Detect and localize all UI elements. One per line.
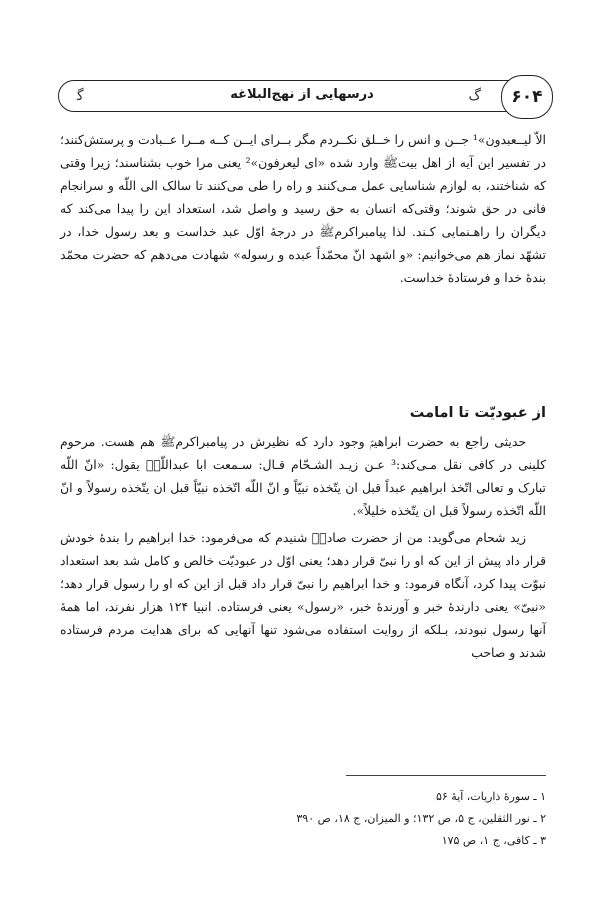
- book-title: درسهایی از نهج‌البلاغه: [230, 87, 374, 102]
- footnote-divider: [346, 775, 546, 776]
- ornament-left-icon: ﮔ: [77, 88, 84, 104]
- paragraph: الاّ لیــعبدون»¹ جــن و انس را خــلق نکــردم مگر بــرای ایــن کــه مــرا عــبادت و پرستش‌کنند؛ در تفسیر این آیه از اهل بیتﷺ وارد شده «ای لیعرفون»² یعنی مرا خوب بشناسند؛ زیرا وقتی که شناختند، به لوازم شناسایی عمل مـی‌کنند و راه را طی می‌کنند تا سالک الی اللّه و سرانجام فانی در حق شوند؛ وقتی‌که انسان به حق رسید و واصل شد، استعداد این را پیدا می‌کند که دیگران را راهـنمایی کـند. لذا پیامبراکرمﷺ در درجهٔ اوّل عبد خداست و بعد رسول خدا، در تشهّد نماز هم می‌خوانیم: «و اشهد انّ محمّداً عبده و رسوله» شهادت می‌دهم که حضرت محمّد بندهٔ خدا و فرستادهٔ خداست.: [60, 132, 547, 285]
- footnote: ۳ ـ کافی، ج ۱، ص ۱۷۵: [441, 834, 546, 847]
- page-number: ۶۰۴: [501, 75, 553, 119]
- running-header: [58, 80, 546, 112]
- paragraph: حدیثی راجع به حضرت ابراهیمؑ وجود دارد که نظیرش در پیامبراکرمﷺ هم هست. مرحوم کلینی در کافی نقل مـی‌کند:³ عـن زیـد الشـحّام قـال: سـمعت ابا عبداللّهؑ یقول: «انّ اللّه تبارک و تعالی اتّخذ ابراهیم عبداً قبل ان یتّخذه نبیّاً و انّ اللّه اتّخذه نبیّاً قبل ان یتّخذه رسولاً و انّ اللّه اتّخذه رسولاً قبل ان یتّخذه خلیلاً».: [60, 434, 547, 518]
- section-heading: از عبودیّت تا امامت: [409, 405, 546, 421]
- footnote: ۲ ـ نور الثقلین، ج ۵، ص ۱۳۲؛ و المیزان، ج ۱۸، ص ۳۹۰: [296, 812, 546, 825]
- footnote: ۱ ـ سورهٔ ذاریات، آیهٔ ۵۶: [435, 790, 546, 803]
- paragraph: زید شحام می‌گوید: من از حضرت صادقؑ شنیدم که می‌فرمود: خدا ابراهیم را بندهٔ خودش قرار داد پیش از این که او را نبیّ قرار دهد؛ یعنی اوّل در عبودیّت خالص و کامل شد بعد استعداد نبوّت پیدا کرد، آنگاه فرمود: و خدا ابراهیم را نبیّ قرار داد قبل از این که او را رسول قرار دهد؛ «نبیّ» یعنی دارندهٔ خبر و آورندهٔ خبر، «رسول» یعنی فرستاده. انبیا ۱۲۴ هزار نفرند، اما همهٔ آنها رسول نبودند، بـلکه از روایت استفاده می‌شود تنها آنهایی که برای هدایت مردم فرستاده شدند و صاحب: [60, 530, 546, 660]
- section: [60, 402, 546, 668]
- footnotes: [60, 786, 546, 852]
- ornament-right-icon: ﮒ: [468, 88, 481, 104]
- body-text: [60, 128, 546, 289]
